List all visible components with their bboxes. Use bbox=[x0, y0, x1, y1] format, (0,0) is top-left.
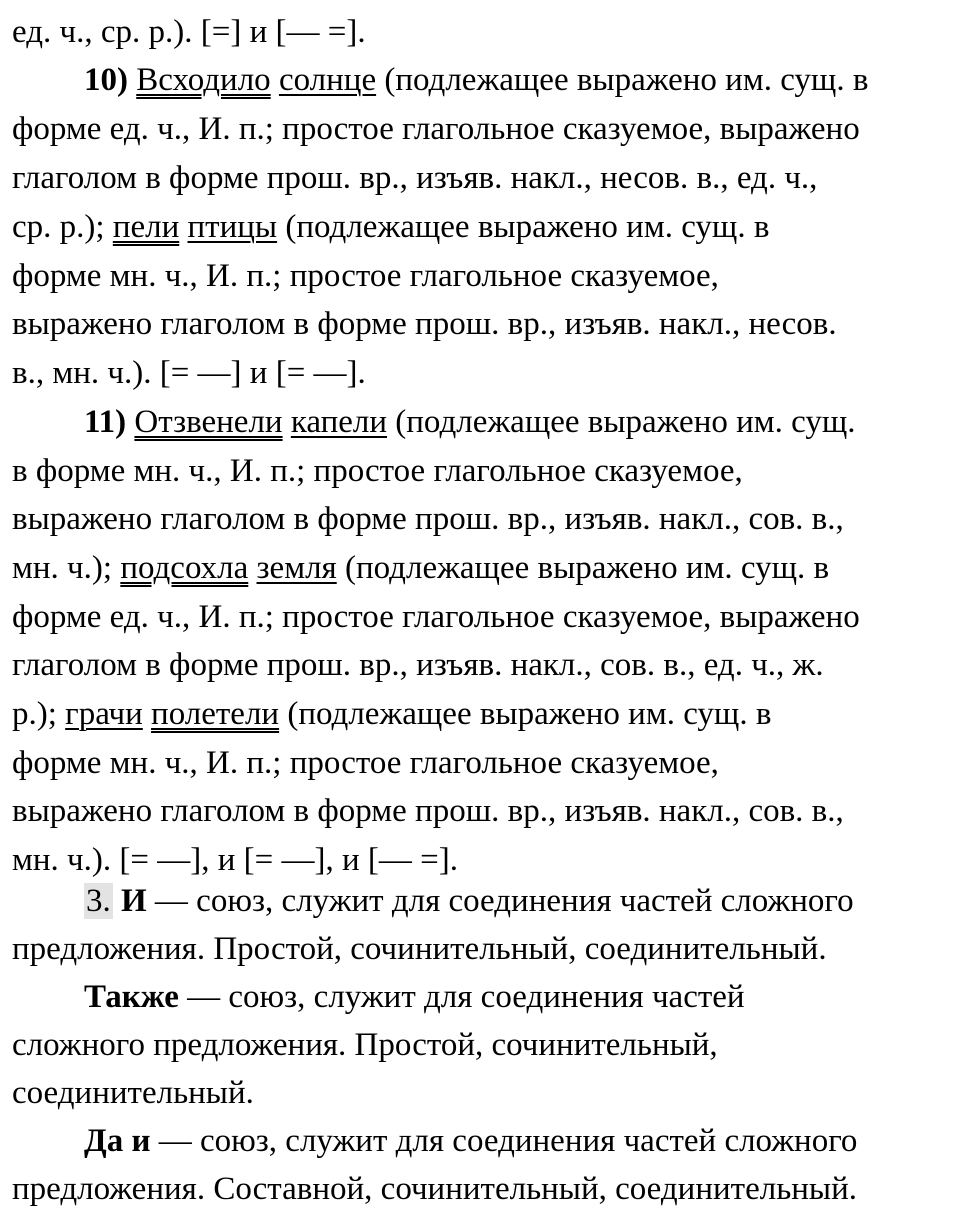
text: выражено глаголом в форме прош. вр., изъяв. накл., сов. в., bbox=[12, 501, 844, 537]
text-line bbox=[84, 1117, 857, 1165]
space bbox=[113, 883, 121, 919]
subject: солнце bbox=[278, 62, 377, 98]
text: выражено глаголом в форме прош. вр., изъяв. накл., несов. bbox=[12, 306, 837, 342]
text-line bbox=[12, 925, 827, 973]
text-line bbox=[12, 495, 844, 543]
predicate: подсохла bbox=[120, 550, 249, 586]
predicate: Отзвенели bbox=[134, 404, 283, 440]
text-line bbox=[12, 1165, 857, 1213]
text: в форме мн. ч., И. п.; простое глагольное сказуемое, bbox=[12, 453, 743, 489]
text: форме ед. ч., И. п.; простое глагольное сказуемое, выражено bbox=[12, 599, 860, 635]
text: выражено глаголом в форме прош. вр., изъяв. накл., сов. в., bbox=[12, 793, 844, 829]
text: мн. ч.). [= —], и [= —], и [— =]. bbox=[12, 842, 458, 878]
text: предложения. Простой, сочинительный, соединительный. bbox=[12, 931, 827, 967]
text: (подлежащее выражено им. сущ. bbox=[387, 404, 856, 440]
subject: капели bbox=[290, 404, 388, 440]
text: — союз, служит для соединения частей сложного bbox=[150, 1123, 858, 1159]
text: (подлежащее выражено им. сущ. в bbox=[277, 209, 770, 245]
text: соединительный. bbox=[12, 1075, 254, 1111]
text-line bbox=[12, 105, 860, 153]
space bbox=[271, 62, 279, 98]
text-line bbox=[84, 973, 745, 1021]
text: форме мн. ч., И. п.; простое глагольное сказуемое, bbox=[12, 258, 719, 294]
predicate: пели bbox=[112, 209, 180, 245]
text: ср. р.); bbox=[12, 209, 113, 245]
text-line bbox=[12, 8, 366, 56]
text-line bbox=[12, 739, 719, 787]
text-line bbox=[12, 154, 817, 202]
text: (подлежащее выражено им. сущ. в bbox=[376, 62, 869, 98]
space bbox=[283, 404, 291, 440]
space bbox=[143, 696, 151, 732]
text: — союз, служит для соединения частей bbox=[178, 979, 745, 1015]
subject: птицы bbox=[187, 209, 278, 245]
subject: грачи bbox=[65, 696, 143, 732]
text-line bbox=[12, 1069, 254, 1117]
text: (подлежащее выражено им. сущ. в bbox=[279, 696, 772, 732]
text-line bbox=[84, 877, 854, 925]
predicate: Всходило bbox=[136, 62, 271, 98]
section-number-highlight: 3. bbox=[86, 883, 111, 919]
text: форме мн. ч., И. п.; простое глагольное сказуемое, bbox=[12, 745, 719, 781]
text: (подлежащее выражено им. сущ. в bbox=[336, 550, 830, 586]
space bbox=[248, 550, 256, 586]
text-line bbox=[12, 787, 844, 835]
text-line bbox=[84, 398, 856, 446]
text-line bbox=[12, 641, 824, 689]
space bbox=[179, 209, 187, 245]
text-line bbox=[12, 593, 860, 641]
term: И bbox=[121, 883, 147, 919]
text-line bbox=[12, 203, 769, 251]
text: форме ед. ч., И. п.; простое глагольное сказуемое, выражено bbox=[12, 111, 860, 147]
text: сложного предложения. Простой, сочинительный, bbox=[12, 1027, 718, 1063]
text: глаголом в форме прош. вр., изъяв. накл., несов. в., ед. ч., bbox=[12, 160, 818, 196]
item-number: 11) bbox=[84, 404, 127, 440]
text-line bbox=[12, 690, 771, 738]
text: ед. ч., ср. р.). [=] и [— =]. bbox=[12, 14, 366, 50]
text: глаголом в форме прош. вр., изъяв. накл., сов. в., ед. ч., ж. bbox=[12, 647, 824, 683]
text-line bbox=[12, 447, 743, 495]
text-line bbox=[12, 349, 366, 397]
text-line bbox=[84, 56, 868, 104]
text: предложения. Составной, сочинительный, соединительный. bbox=[12, 1171, 857, 1207]
item-number: 10) bbox=[84, 62, 128, 98]
text-line bbox=[12, 300, 837, 348]
term: Также bbox=[84, 979, 179, 1015]
term: Да и bbox=[84, 1123, 151, 1159]
text: — союз, служит для соединения частей сложного bbox=[146, 883, 854, 919]
text-line bbox=[12, 252, 719, 300]
text: мн. ч.); bbox=[12, 550, 121, 586]
subject: земля bbox=[256, 550, 337, 586]
text-line bbox=[12, 1021, 718, 1069]
text-line bbox=[12, 544, 829, 592]
text: в., мн. ч.). [= —] и [= —]. bbox=[12, 355, 366, 391]
text: р.); bbox=[12, 696, 66, 732]
predicate: полетели bbox=[151, 696, 280, 732]
